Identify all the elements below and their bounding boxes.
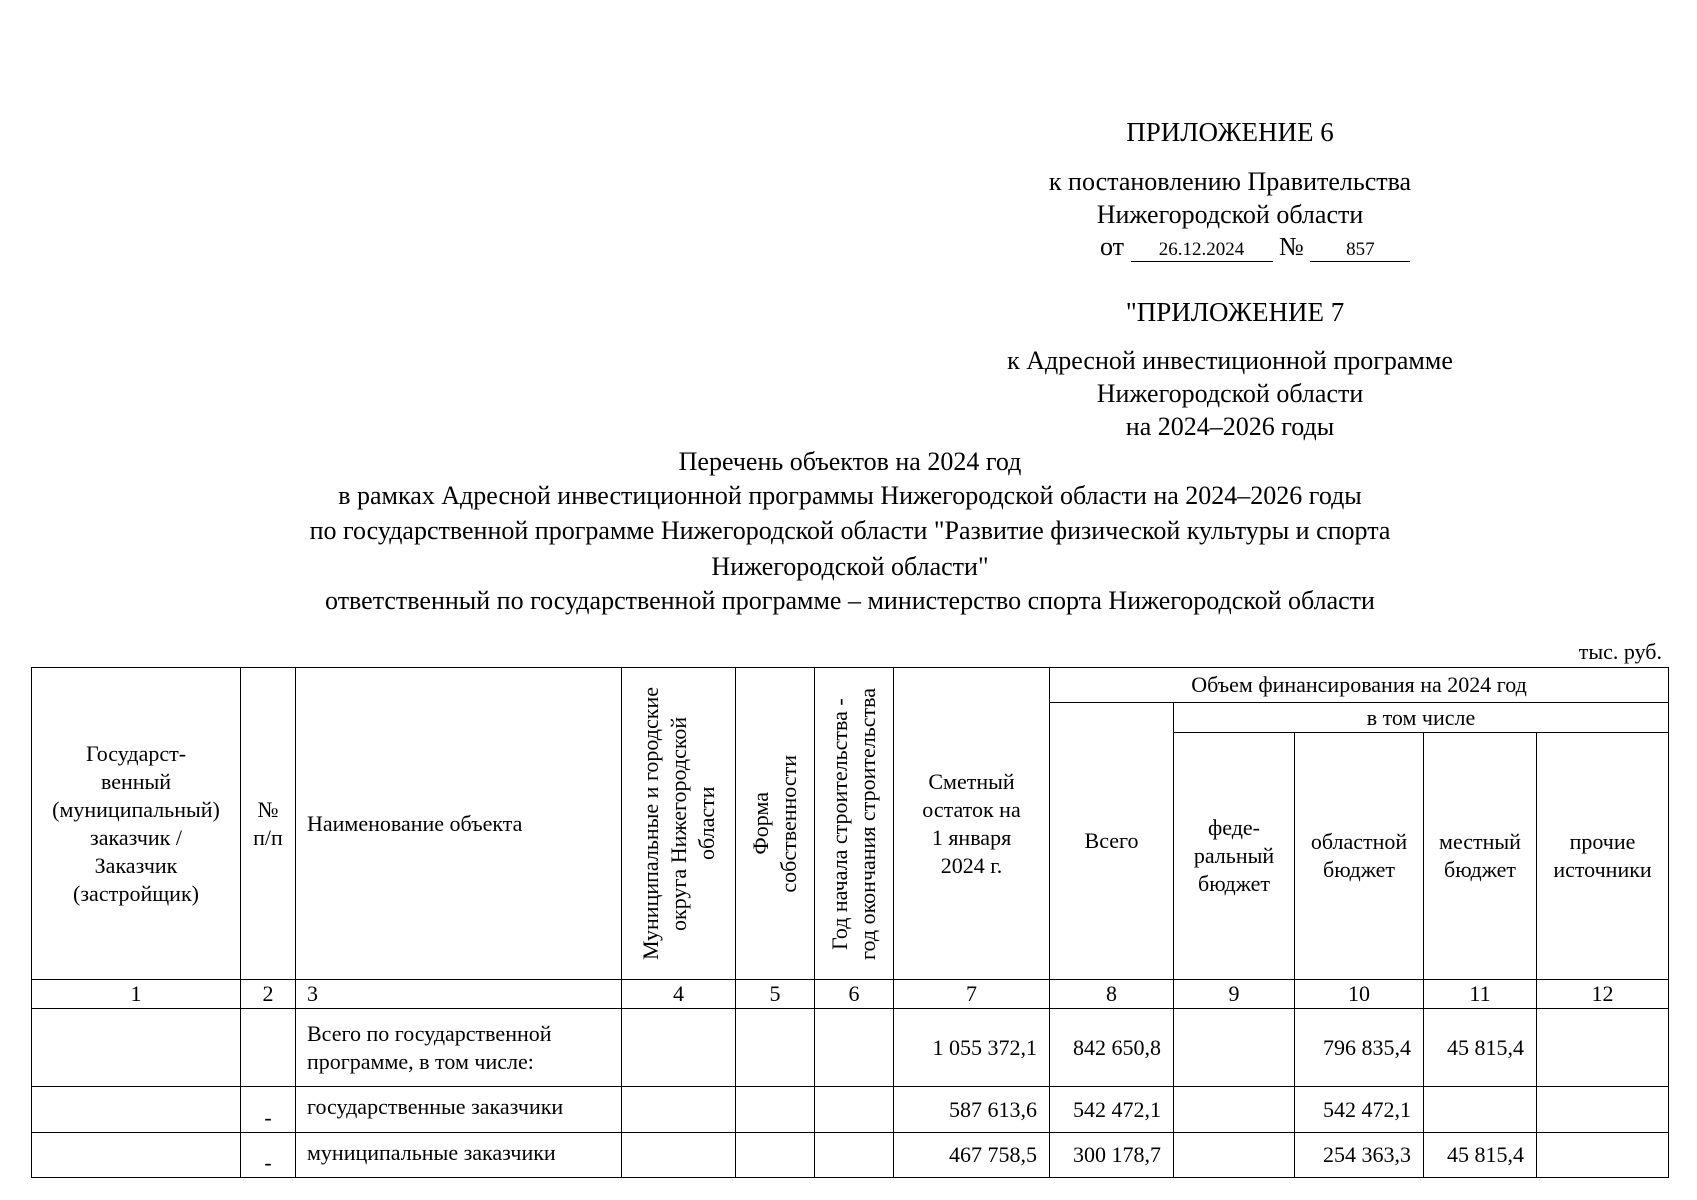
cell-customer xyxy=(32,1087,241,1133)
cell-municipal xyxy=(622,1009,736,1087)
cell-other xyxy=(1537,1009,1669,1087)
cell-local: 45 815,4 xyxy=(1424,1009,1537,1087)
cell-ownership xyxy=(736,1009,815,1087)
cell-federal xyxy=(1174,1009,1295,1087)
header-total: Всего xyxy=(1050,703,1174,980)
col-number: 12 xyxy=(1537,980,1669,1009)
appendix-7-line3: на 2024–2026 годы xyxy=(1125,412,1335,441)
header-including: в том числе xyxy=(1174,703,1669,733)
cell-customer xyxy=(32,1133,241,1178)
date-number-line xyxy=(1100,232,1410,262)
col-number: 11 xyxy=(1424,980,1537,1009)
title-line5: ответственный по государственной программе – министерство спорта Нижегородской области xyxy=(325,586,1375,615)
cell-years xyxy=(815,1133,894,1178)
cell-municipal xyxy=(622,1087,736,1133)
cell-federal xyxy=(1174,1133,1295,1178)
cell-name: государственные заказчики xyxy=(296,1087,622,1133)
col-number: 8 xyxy=(1050,980,1174,1009)
cell-federal xyxy=(1174,1087,1295,1133)
cell-regional: 254 363,3 xyxy=(1295,1133,1424,1178)
header-ownership: Форма собственности xyxy=(736,668,815,980)
header-estimate: Сметный остаток на 1 января 2024 г. xyxy=(894,668,1050,980)
col-number: 10 xyxy=(1295,980,1424,1009)
col-number: 6 xyxy=(815,980,894,1009)
appendix-7-line2: Нижегородской области xyxy=(1096,379,1364,408)
col-number: 9 xyxy=(1174,980,1295,1009)
table-row-total xyxy=(32,1009,1669,1087)
title-line2: в рамках Адресной инвестиционной программы Нижегородской области на 2024–2026 годы xyxy=(338,481,1362,510)
header-federal: феде- ральный бюджет xyxy=(1174,733,1295,980)
units-label: тыс. руб. xyxy=(1578,639,1662,664)
cell-municipal xyxy=(622,1133,736,1178)
header-regional: областной бюджет xyxy=(1295,733,1424,980)
cell-num xyxy=(241,1009,296,1087)
appendix-6-title: ПРИЛОЖЕНИЕ 6 xyxy=(1126,117,1334,147)
header-other: прочие источники xyxy=(1537,733,1669,980)
cell-other xyxy=(1537,1087,1669,1133)
date-prefix: от xyxy=(1100,232,1125,261)
col-number: 7 xyxy=(894,980,1050,1009)
resolution-date: 26.12.2024 xyxy=(1131,239,1273,262)
objects-table xyxy=(31,667,1669,1178)
header-years: Год начала строительства - год окончания строительства xyxy=(815,668,894,980)
cell-total: 542 472,1 xyxy=(1050,1087,1174,1133)
column-numbers-row xyxy=(32,980,1669,1009)
cell-estimate: 467 758,5 xyxy=(894,1133,1050,1178)
header-customer: Государст- венный (муниципальный) заказчик / Заказчик (застройщик) xyxy=(32,668,241,980)
title-line1: Перечень объектов на 2024 год xyxy=(678,447,1022,476)
cell-estimate: 1 055 372,1 xyxy=(894,1009,1050,1087)
col-number: 4 xyxy=(622,980,736,1009)
cell-local xyxy=(1424,1087,1537,1133)
col-number: 5 xyxy=(736,980,815,1009)
cell-total: 842 650,8 xyxy=(1050,1009,1174,1087)
appendix-7-title: "ПРИЛОЖЕНИЕ 7 xyxy=(1125,297,1345,327)
cell-ownership xyxy=(736,1133,815,1178)
header-object-name: Наименование объекта xyxy=(296,668,622,980)
col-number: 3 xyxy=(296,980,622,1009)
cell-estimate: 587 613,6 xyxy=(894,1087,1050,1133)
resolution-number: 857 xyxy=(1310,239,1410,262)
cell-ownership xyxy=(736,1087,815,1133)
cell-years xyxy=(815,1009,894,1087)
cell-other xyxy=(1537,1133,1669,1178)
title-line3: по государственной программе Нижегородской области "Развитие физической культуры и спорта xyxy=(309,516,1391,545)
title-line4: Нижегородской области" xyxy=(711,552,989,581)
header-municipal: Муниципальные и городские округа Нижегородской области xyxy=(622,668,736,980)
cell-num: - xyxy=(241,1087,296,1133)
header-local: местный бюджет xyxy=(1424,733,1537,980)
number-sign: № xyxy=(1279,232,1304,261)
resolution-line: к постановлению Правительства xyxy=(1048,167,1412,196)
col-number: 2 xyxy=(241,980,296,1009)
cell-name: муниципальные заказчики xyxy=(296,1133,622,1178)
header-funding: Объем финансирования на 2024 год xyxy=(1050,668,1669,703)
cell-regional: 796 835,4 xyxy=(1295,1009,1424,1087)
cell-regional: 542 472,1 xyxy=(1295,1087,1424,1133)
cell-years xyxy=(815,1087,894,1133)
cell-local: 45 815,4 xyxy=(1424,1133,1537,1178)
cell-customer xyxy=(32,1009,241,1087)
appendix-7-line1: к Адресной инвестиционной программе xyxy=(1007,346,1453,375)
cell-name: Всего по государственной программе, в том числе: xyxy=(296,1009,622,1087)
region-line: Нижегородской области xyxy=(1096,200,1364,229)
table-row-municipal xyxy=(32,1133,1669,1178)
cell-total: 300 178,7 xyxy=(1050,1133,1174,1178)
cell-num: - xyxy=(241,1133,296,1178)
col-number: 1 xyxy=(32,980,241,1009)
header-num: № п/п xyxy=(241,668,296,980)
table-row-state xyxy=(32,1087,1669,1133)
